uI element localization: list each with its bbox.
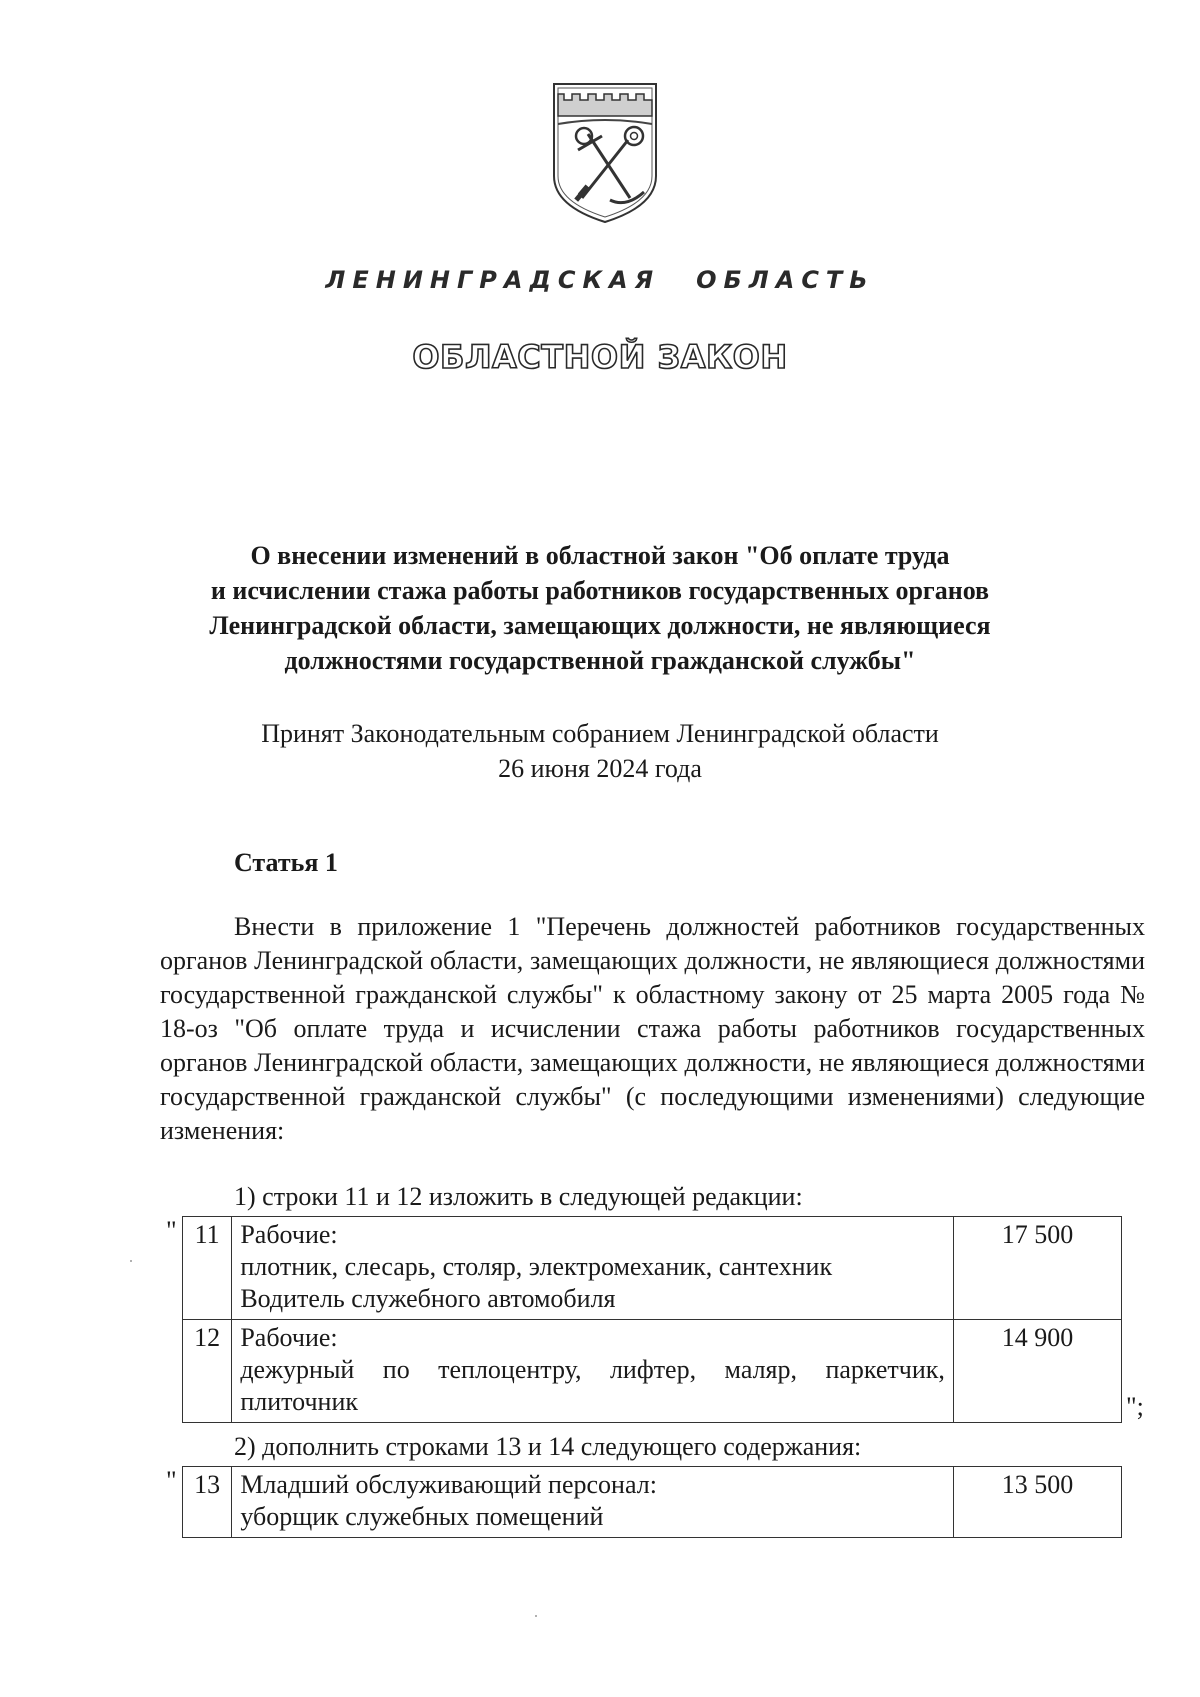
amendment-table-1 — [182, 1216, 1122, 1423]
law-title-line: должностями государственной гражданской службы" — [284, 646, 916, 675]
description-line: Водитель служебного автомобиля — [240, 1284, 616, 1313]
description-line: уборщик служебных помещений — [240, 1502, 604, 1531]
row-number: 11 — [183, 1217, 232, 1320]
description-line: Рабочие: — [240, 1323, 338, 1352]
coat-of-arms-icon — [548, 80, 662, 226]
open-quote: " — [166, 1466, 177, 1495]
position-description — [232, 1320, 954, 1423]
amendment-item-1: 1) строки 11 и 12 изложить в следующей редакции: — [234, 1182, 803, 1211]
table-row — [183, 1467, 1122, 1538]
description-line: Рабочие: — [240, 1220, 338, 1249]
description-line: Младший обслуживающий персонал: — [240, 1470, 657, 1499]
adoption-date: 26 июня 2024 года — [498, 754, 702, 783]
law-title-line: Ленинградской области, замещающих должности, не являющиеся — [209, 611, 991, 640]
article-heading: Статья 1 — [234, 848, 338, 877]
scan-speck — [535, 1615, 537, 1617]
law-title-line: О внесении изменений в областной закон "Об оплате труда — [250, 541, 950, 570]
row-number: 13 — [183, 1467, 232, 1538]
salary-amount: 14 900 — [953, 1320, 1121, 1423]
region-name-part1: ЛЕНИНГРАДСКАЯ — [325, 266, 661, 294]
position-description — [232, 1217, 954, 1320]
salary-amount: 17 500 — [953, 1217, 1121, 1320]
region-name — [0, 266, 1200, 294]
salary-amount: 13 500 — [953, 1467, 1121, 1538]
article-body: Внести в приложение 1 "Перечень должностей работников государственных органов Ленинградской области, замещающих должности, не являющиеся должностями государственной гражданской службы" к областному закону от 25 марта 2005 года № 18-оз "Об оплате труда и исчислении стажа работы работников государственных органов Ленинградской области, замещающих должности, не являющиеся должностями государственной гражданской службы" (с последующими изменениями) следующие изменения: — [160, 912, 1145, 1145]
description-line: плотник, слесарь, столяр, электромеханик, сантехник — [240, 1252, 833, 1281]
law-title-line: и исчислении стажа работы работников государственных органов — [210, 576, 990, 605]
amendment-item-2: 2) дополнить строками 13 и 14 следующего содержания: — [234, 1432, 862, 1461]
close-quote: "; — [1126, 1392, 1144, 1421]
position-description — [232, 1467, 954, 1538]
adoption-body: Принят Законодательным собранием Ленинградской области — [261, 719, 939, 748]
table-row — [183, 1320, 1122, 1423]
amendment-table-2 — [182, 1466, 1122, 1538]
region-name-part2: ОБЛАСТЬ — [696, 266, 875, 294]
row-number: 12 — [183, 1320, 232, 1423]
table-row — [183, 1217, 1122, 1320]
law-title — [160, 538, 1040, 678]
adoption-note — [160, 716, 1040, 786]
description-line: дежурный по теплоцентру, лифтер, маляр, паркетчик, плиточник — [240, 1355, 945, 1416]
open-quote: " — [166, 1216, 177, 1245]
scan-speck — [130, 1260, 132, 1262]
document-type: ОБЛАСТНОЙ ЗАКОН — [412, 338, 788, 376]
